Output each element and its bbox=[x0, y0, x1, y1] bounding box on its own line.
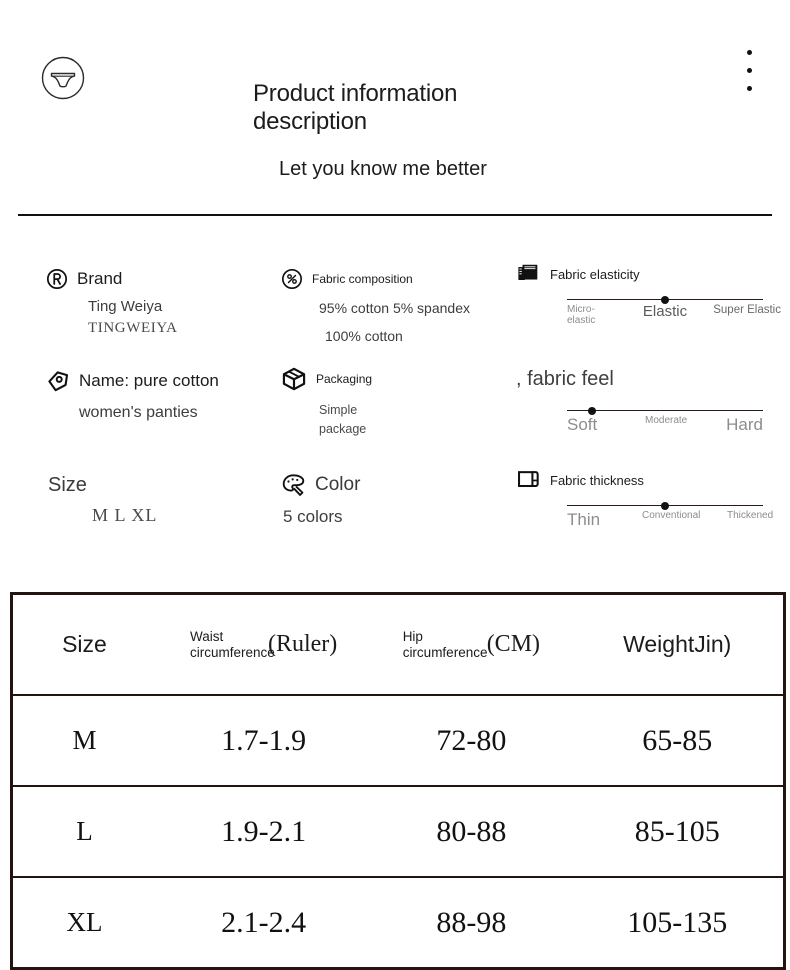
table-header-row bbox=[13, 595, 783, 695]
header-weight-label: WeightJin) bbox=[623, 631, 732, 657]
spec-thickness bbox=[517, 468, 774, 540]
spec-fabric-composition-label: Fabric composition bbox=[312, 272, 413, 286]
spec-packaging bbox=[281, 366, 389, 440]
feel-scale[interactable] bbox=[567, 410, 763, 445]
header-cell-size bbox=[13, 595, 156, 695]
elasticity-scale[interactable] bbox=[567, 299, 781, 334]
spec-brand-wordmark: TINGWEIYA bbox=[88, 320, 178, 336]
cell-hip: 72-80 bbox=[436, 723, 507, 757]
spec-fabric-composition bbox=[281, 268, 470, 348]
spec-size bbox=[48, 474, 157, 526]
table-row bbox=[13, 877, 783, 967]
spec-thickness-label: Fabric thickness bbox=[550, 472, 644, 488]
spec-color-value: 5 colors bbox=[283, 507, 343, 526]
spec-elasticity-label: Fabric elasticity bbox=[550, 266, 640, 282]
spec-feel bbox=[516, 368, 763, 445]
cell-weight: 65-85 bbox=[642, 723, 713, 757]
cell-size: L bbox=[76, 816, 93, 846]
kebab-menu-icon[interactable] bbox=[742, 50, 756, 91]
spec-color-label: Color bbox=[315, 473, 361, 495]
header-cell-weight bbox=[571, 595, 783, 695]
scale-label-mid: Conventional bbox=[642, 510, 701, 521]
scale-label-end: Thickened bbox=[727, 510, 774, 521]
scale-track bbox=[567, 505, 763, 506]
size-chart-table bbox=[10, 592, 786, 970]
price-tag-icon bbox=[46, 369, 70, 393]
table-row bbox=[13, 786, 783, 877]
cell-weight: 105-135 bbox=[627, 905, 728, 939]
spec-elasticity bbox=[517, 262, 781, 334]
scale-label-start: Thin bbox=[567, 510, 601, 529]
header-size-label: Size bbox=[62, 631, 107, 657]
scale-marker[interactable] bbox=[661, 502, 669, 510]
spec-size-label: Size bbox=[48, 474, 87, 496]
cell-hip: 88-98 bbox=[436, 905, 507, 939]
scale-label-mid: Elastic bbox=[642, 303, 688, 320]
spec-name-value: women's panties bbox=[79, 404, 198, 421]
spec-name-label: Name: pure cotton bbox=[79, 371, 219, 390]
cell-weight: 85-105 bbox=[634, 814, 720, 848]
cell-waist: 1.9-2.1 bbox=[221, 814, 307, 848]
cell-hip: 80-88 bbox=[436, 814, 507, 848]
panties-circle-icon bbox=[41, 56, 85, 100]
header-hip-label: Hip circumference bbox=[402, 629, 488, 660]
cell-size: M bbox=[72, 725, 97, 755]
table-row bbox=[13, 695, 783, 786]
cell-waist: 2.1-2.4 bbox=[221, 905, 307, 939]
scale-label-start: Soft bbox=[567, 415, 598, 434]
spec-brand-label: Brand bbox=[77, 269, 123, 288]
scale-label-end: Hard bbox=[726, 415, 763, 434]
scale-label-row bbox=[567, 415, 763, 445]
menu-dot bbox=[747, 68, 752, 73]
page-subtitle: Let you know me better bbox=[279, 158, 487, 180]
scale-track bbox=[567, 410, 763, 411]
scale-marker[interactable] bbox=[588, 407, 596, 415]
scale-label-row bbox=[567, 510, 774, 540]
scale-label-end: Super Elastic bbox=[713, 304, 781, 316]
fabric-roll-icon bbox=[517, 468, 541, 492]
header-cell-hip bbox=[371, 595, 571, 695]
header-waist-label: Waist circumference bbox=[189, 629, 275, 660]
spec-name bbox=[46, 369, 219, 426]
page-title: Product information description bbox=[253, 80, 458, 135]
spec-color bbox=[281, 472, 360, 530]
cell-size: XL bbox=[66, 907, 103, 937]
registered-trademark-icon bbox=[46, 268, 68, 290]
spec-packaging-label: Packaging bbox=[316, 372, 373, 386]
header-cell-waist bbox=[156, 595, 371, 695]
scale-label-row bbox=[567, 303, 781, 334]
spec-packaging-value: Simple package bbox=[319, 403, 367, 437]
spec-size-value: M L XL bbox=[92, 505, 158, 525]
percent-icon bbox=[281, 268, 303, 290]
spec-brand-value: Ting Weiya bbox=[88, 298, 163, 315]
spec-fabric-composition-value-2: 100% cotton bbox=[325, 328, 403, 345]
fabric-stack-icon bbox=[517, 262, 541, 286]
menu-dot bbox=[747, 86, 752, 91]
cell-waist: 1.7-1.9 bbox=[221, 723, 307, 757]
spec-grid bbox=[0, 200, 790, 545]
page-header bbox=[0, 0, 790, 200]
package-box-icon bbox=[281, 366, 307, 392]
header-waist-unit: (Ruler) bbox=[267, 631, 338, 657]
scale-label-start: Micro-elastic bbox=[567, 304, 596, 327]
scale-track bbox=[567, 299, 763, 300]
scale-label-mid: Moderate bbox=[645, 415, 688, 426]
thickness-scale[interactable] bbox=[567, 505, 774, 540]
spec-brand bbox=[46, 268, 178, 337]
paint-palette-icon bbox=[281, 472, 306, 497]
menu-dot bbox=[747, 50, 752, 55]
spec-fabric-composition-value-1: 95% cotton 5% spandex bbox=[319, 300, 470, 316]
header-hip-unit: (CM) bbox=[486, 631, 541, 657]
spec-feel-label: , fabric feel bbox=[516, 368, 614, 390]
